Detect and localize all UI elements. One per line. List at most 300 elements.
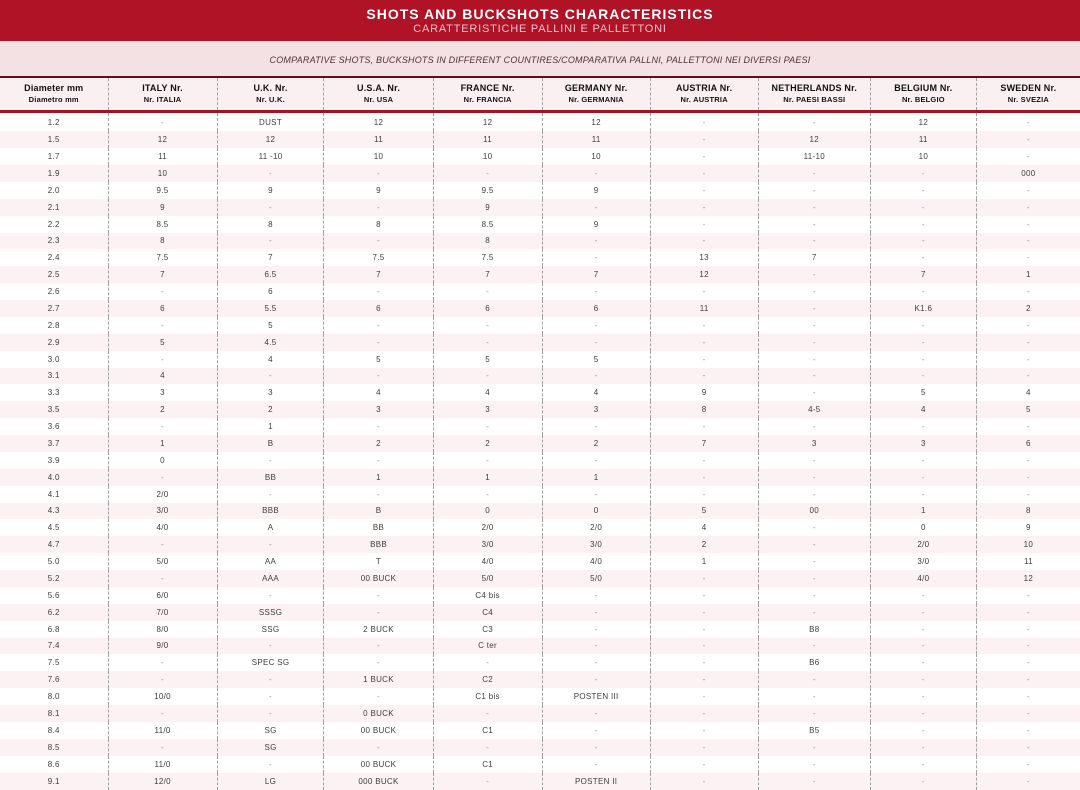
shot-number-cell: 0 BUCK [324, 705, 433, 722]
shot-number-cell: - [433, 418, 542, 435]
shot-number-cell: 4 [976, 384, 1080, 401]
column-header-line1: SWEDEN Nr. [1000, 83, 1057, 93]
shot-number-cell: 12 [650, 266, 758, 283]
shot-number-cell: 8/0 [108, 621, 217, 638]
diameter-cell: 3.7 [47, 438, 60, 448]
shot-number-cell: - [650, 317, 758, 334]
shot-number-cell: C4 [433, 604, 542, 621]
shot-number-cell: 5 [433, 351, 542, 368]
column-header [217, 77, 324, 112]
diameter-cell: 3.0 [47, 354, 60, 364]
shot-number-cell: 11 -10 [217, 148, 324, 165]
column-header [433, 77, 542, 112]
diameter-cell: 4.3 [47, 506, 60, 516]
shot-number-cell: - [976, 233, 1080, 250]
column-header-line1: AUSTRIA Nr. [675, 83, 733, 93]
column-header-line2: Nr. ITALIA [143, 94, 182, 104]
shot-number-cell: 1 BUCK [324, 671, 433, 688]
column-header-line2: Nr. USA [363, 94, 394, 104]
table-row [0, 503, 1080, 520]
shot-number-cell: - [542, 621, 650, 638]
shot-number-cell: - [976, 587, 1080, 604]
shot-number-cell: - [433, 165, 542, 182]
shot-number-cell: - [217, 452, 324, 469]
shot-number-cell: - [758, 283, 870, 300]
diameter-cell: 8.6 [47, 759, 60, 769]
column-header-line2: Nr. AUSTRIA [680, 94, 728, 104]
shot-number-cell: - [542, 722, 650, 739]
shot-number-cell: - [976, 199, 1080, 216]
shot-number-cell: 4 [870, 401, 976, 418]
comparative-note-band [0, 41, 1080, 76]
shot-number-cell: - [542, 756, 650, 773]
table-row [0, 233, 1080, 250]
shot-number-cell: 10 [542, 148, 650, 165]
shot-number-cell: - [217, 486, 324, 503]
shot-number-cell: - [758, 334, 870, 351]
shot-number-cell: 000 [976, 165, 1080, 182]
diameter-cell: 2.1 [47, 202, 60, 212]
table-row [0, 249, 1080, 266]
shot-number-cell: - [650, 587, 758, 604]
shot-number-cell: - [433, 705, 542, 722]
shot-table-container [0, 76, 1080, 790]
shot-number-cell: - [976, 722, 1080, 739]
shot-number-cell: - [108, 351, 217, 368]
shot-number-cell: 12/0 [108, 773, 217, 790]
shot-number-cell: BB [324, 519, 433, 536]
shot-number-cell: - [542, 739, 650, 756]
shot-number-cell: - [650, 283, 758, 300]
page-subtitle: CARATTERISTICHE PALLINI E PALLETTONI [413, 23, 667, 35]
shot-number-cell: - [650, 182, 758, 199]
shot-number-cell: - [324, 199, 433, 216]
shot-number-cell: - [976, 334, 1080, 351]
table-row [0, 773, 1080, 790]
shot-number-cell: - [758, 233, 870, 250]
diameter-cell: 8.5 [47, 742, 60, 752]
table-row [0, 536, 1080, 553]
column-header-line1: U.S.A. Nr. [357, 83, 401, 93]
shot-number-cell: - [976, 112, 1080, 132]
shot-number-cell: - [870, 604, 976, 621]
shot-number-cell: - [976, 654, 1080, 671]
shot-number-cell: - [758, 182, 870, 199]
shot-number-cell: - [542, 486, 650, 503]
shot-number-cell: - [976, 283, 1080, 300]
shot-number-cell: 4 [324, 384, 433, 401]
diameter-cell: 3.6 [47, 422, 60, 432]
shot-number-cell: - [650, 165, 758, 182]
shot-number-cell: 5/0 [542, 570, 650, 587]
shot-number-cell: 1 [108, 435, 217, 452]
shot-number-cell: - [650, 486, 758, 503]
shot-number-cell: - [542, 705, 650, 722]
shot-number-cell: 9 [976, 519, 1080, 536]
shot-number-cell: - [976, 621, 1080, 638]
column-header [870, 77, 976, 112]
table-row [0, 401, 1080, 418]
diameter-cell: 7.6 [47, 675, 60, 685]
shot-number-cell: - [433, 334, 542, 351]
shot-number-cell: 11 [870, 131, 976, 148]
shot-number-cell: 12 [433, 112, 542, 132]
shot-number-cell: 8 [650, 401, 758, 418]
shot-number-cell: - [758, 519, 870, 536]
shot-number-cell: - [650, 638, 758, 655]
shot-number-cell: 3 [870, 435, 976, 452]
column-header-line2: Nr. FRANCIA [463, 94, 512, 104]
shot-number-cell: C4 bis [433, 587, 542, 604]
shot-number-cell: 4/0 [108, 519, 217, 536]
shot-number-cell: - [758, 469, 870, 486]
diameter-cell: 3.1 [47, 371, 60, 381]
column-header-line2: Nr. U.K. [256, 94, 285, 104]
shot-number-cell: 12 [108, 131, 217, 148]
shot-number-cell: - [758, 452, 870, 469]
shot-number-cell: 9.5 [433, 182, 542, 199]
shot-number-cell: - [758, 536, 870, 553]
shot-number-cell: - [650, 131, 758, 148]
shot-number-cell: - [324, 452, 433, 469]
shot-number-cell: 5 [324, 351, 433, 368]
shot-number-cell: SSSG [217, 604, 324, 621]
table-row [0, 283, 1080, 300]
diameter-cell: 2.4 [47, 253, 60, 263]
shot-number-cell: - [324, 486, 433, 503]
shot-number-cell: - [870, 671, 976, 688]
shot-number-cell: 8 [217, 216, 324, 233]
table-row [0, 654, 1080, 671]
shot-number-cell: 9 [433, 199, 542, 216]
shot-number-cell: - [976, 773, 1080, 790]
shot-number-cell: - [870, 739, 976, 756]
table-row [0, 199, 1080, 216]
table-row [0, 165, 1080, 182]
shot-number-cell: 6 [542, 300, 650, 317]
shot-number-cell: 2 [650, 536, 758, 553]
shot-number-cell: 2 [433, 435, 542, 452]
shot-number-cell: - [758, 638, 870, 655]
diameter-cell: 5.2 [47, 573, 60, 583]
shot-number-cell: - [870, 688, 976, 705]
shot-number-cell: - [650, 722, 758, 739]
shot-number-cell: 2 [108, 401, 217, 418]
diameter-cell: 8.4 [47, 725, 60, 735]
shot-number-cell: 9 [542, 216, 650, 233]
shot-number-cell: - [324, 233, 433, 250]
shot-number-cell: - [870, 317, 976, 334]
shot-number-cell: - [976, 368, 1080, 385]
shot-number-cell: - [650, 334, 758, 351]
shot-number-cell: 1 [433, 469, 542, 486]
shot-number-cell: - [758, 317, 870, 334]
shot-number-cell: 6 [433, 300, 542, 317]
shot-comparison-table [0, 76, 1080, 790]
shot-number-cell: - [108, 654, 217, 671]
shot-number-cell: - [650, 216, 758, 233]
shot-number-cell: - [650, 604, 758, 621]
shot-number-cell: 11 [542, 131, 650, 148]
table-row [0, 300, 1080, 317]
shot-number-cell: C1 [433, 722, 542, 739]
shot-number-cell: - [758, 199, 870, 216]
shot-number-cell: C1 bis [433, 688, 542, 705]
shot-number-cell: 5 [542, 351, 650, 368]
shot-number-cell: 6 [217, 283, 324, 300]
shot-number-cell: DUST [217, 112, 324, 132]
shot-number-cell: - [650, 452, 758, 469]
shot-number-cell: 7 [542, 266, 650, 283]
shot-number-cell: 8.5 [433, 216, 542, 233]
shot-number-cell: 6 [976, 435, 1080, 452]
diameter-cell: 5.6 [47, 590, 60, 600]
shot-number-cell: 3 [217, 384, 324, 401]
shot-number-cell: 4 [217, 351, 324, 368]
shot-number-cell: - [433, 773, 542, 790]
shot-number-cell: 1 [324, 469, 433, 486]
shot-number-cell: - [650, 705, 758, 722]
shot-number-cell: - [870, 486, 976, 503]
shot-number-cell: - [542, 604, 650, 621]
diameter-cell: 7.5 [47, 658, 60, 668]
column-header [108, 77, 217, 112]
shot-number-cell: - [217, 638, 324, 655]
shot-number-cell: - [870, 469, 976, 486]
shot-number-cell: - [758, 112, 870, 132]
shot-number-cell: 5 [108, 334, 217, 351]
shot-number-cell: - [758, 418, 870, 435]
shot-number-cell: 11 [108, 148, 217, 165]
shot-number-cell: - [542, 638, 650, 655]
column-header [0, 77, 108, 112]
column-header-line1: FRANCE Nr. [460, 83, 515, 93]
shot-number-cell: - [976, 486, 1080, 503]
shot-number-cell: - [976, 418, 1080, 435]
shot-number-cell: - [758, 688, 870, 705]
shot-number-cell: - [870, 216, 976, 233]
shot-number-cell: LG [217, 773, 324, 790]
shot-number-cell: - [108, 536, 217, 553]
shot-number-cell: - [433, 283, 542, 300]
shot-number-cell: - [324, 418, 433, 435]
column-header-line2: Nr. PAESI BASSI [783, 94, 846, 104]
shot-number-cell: - [542, 587, 650, 604]
shot-number-cell: - [650, 773, 758, 790]
shot-number-cell: 8 [324, 216, 433, 233]
shot-number-cell: - [324, 587, 433, 604]
shot-number-cell: - [542, 418, 650, 435]
shot-number-cell: - [976, 604, 1080, 621]
shot-number-cell: 3 [758, 435, 870, 452]
header-row [0, 77, 1080, 112]
shot-number-cell: 2 [976, 300, 1080, 317]
table-row [0, 671, 1080, 688]
shot-number-cell: 5/0 [108, 553, 217, 570]
shot-number-cell: - [870, 773, 976, 790]
shot-number-cell: 0 [108, 452, 217, 469]
table-row [0, 131, 1080, 148]
shot-number-cell: 9 [108, 199, 217, 216]
shot-number-cell: 9 [324, 182, 433, 199]
shot-number-cell: - [217, 688, 324, 705]
shot-number-cell: - [650, 756, 758, 773]
shot-number-cell: - [870, 654, 976, 671]
shot-number-cell: 4 [542, 384, 650, 401]
shot-number-cell: 9 [650, 384, 758, 401]
table-row [0, 621, 1080, 638]
shot-number-cell: - [650, 570, 758, 587]
shot-number-cell: - [324, 165, 433, 182]
shot-number-cell: - [976, 351, 1080, 368]
shot-number-cell: - [433, 452, 542, 469]
column-header [542, 77, 650, 112]
shot-number-cell: - [976, 216, 1080, 233]
table-row [0, 469, 1080, 486]
shot-number-cell: 12 [870, 112, 976, 132]
shot-number-cell: 12 [758, 131, 870, 148]
shot-number-cell: 5 [870, 384, 976, 401]
shot-number-cell: - [324, 654, 433, 671]
shot-number-cell: - [976, 638, 1080, 655]
shot-number-cell: 00 BUCK [324, 722, 433, 739]
shot-number-cell: 2 BUCK [324, 621, 433, 638]
shot-number-cell: C ter [433, 638, 542, 655]
shot-number-cell: B [217, 435, 324, 452]
shot-number-cell: - [217, 587, 324, 604]
table-row [0, 570, 1080, 587]
shot-number-cell: - [217, 705, 324, 722]
shot-number-cell: SSG [217, 621, 324, 638]
shot-number-cell: 8 [108, 233, 217, 250]
shot-number-cell: - [542, 334, 650, 351]
shot-number-cell: 4/0 [433, 553, 542, 570]
table-row [0, 722, 1080, 739]
column-header [758, 77, 870, 112]
shot-number-cell: 7 [324, 266, 433, 283]
shot-number-cell: - [324, 688, 433, 705]
diameter-cell: 1.9 [47, 168, 60, 178]
table-row [0, 705, 1080, 722]
table-row [0, 688, 1080, 705]
shot-number-cell: - [758, 266, 870, 283]
shot-number-cell: 9.5 [108, 182, 217, 199]
shot-number-cell: - [542, 199, 650, 216]
table-row [0, 148, 1080, 165]
shot-number-cell: - [542, 452, 650, 469]
shot-number-cell: K1.6 [870, 300, 976, 317]
table-row [0, 435, 1080, 452]
shot-number-cell: - [870, 283, 976, 300]
table-row [0, 587, 1080, 604]
page-title: SHOTS AND BUCKSHOTS CHARACTERISTICS [366, 6, 714, 22]
shot-number-cell: - [976, 249, 1080, 266]
diameter-cell: 7.4 [47, 641, 60, 651]
diameter-cell: 1.5 [47, 135, 60, 145]
diameter-cell: 6.2 [47, 607, 60, 617]
shot-number-cell: BBB [217, 503, 324, 520]
shot-number-cell: - [650, 418, 758, 435]
diameter-cell: 2.3 [47, 236, 60, 246]
shot-number-cell: - [976, 148, 1080, 165]
shot-number-cell: - [217, 233, 324, 250]
shot-number-cell: 3/0 [542, 536, 650, 553]
table-row [0, 638, 1080, 655]
shot-number-cell: 000 BUCK [324, 773, 433, 790]
shot-number-cell: 2/0 [542, 519, 650, 536]
shot-number-cell: - [758, 384, 870, 401]
shot-number-cell: SG [217, 722, 324, 739]
shot-number-cell: - [976, 469, 1080, 486]
shot-number-cell: - [217, 671, 324, 688]
table-row [0, 317, 1080, 334]
shot-number-cell: - [870, 756, 976, 773]
shot-number-cell: 11 [650, 300, 758, 317]
shot-number-cell: - [217, 536, 324, 553]
diameter-cell: 3.3 [47, 388, 60, 398]
shot-number-cell: 3/0 [433, 536, 542, 553]
shot-number-cell: 6.5 [217, 266, 324, 283]
shot-number-cell: - [217, 165, 324, 182]
shot-number-cell: - [758, 705, 870, 722]
shot-number-cell: 3 [542, 401, 650, 418]
shot-number-cell: - [108, 317, 217, 334]
shot-number-cell: BB [217, 469, 324, 486]
shot-number-cell: - [870, 199, 976, 216]
table-row [0, 452, 1080, 469]
shot-number-cell: - [542, 233, 650, 250]
table-row [0, 553, 1080, 570]
shot-number-cell: 2 [542, 435, 650, 452]
shot-number-cell: 7.5 [433, 249, 542, 266]
shot-number-cell: 11/0 [108, 722, 217, 739]
shot-number-cell: 4 [108, 368, 217, 385]
shot-number-cell: 4 [650, 519, 758, 536]
shot-number-cell: 5 [217, 317, 324, 334]
title-banner [0, 0, 1080, 41]
shot-number-cell: - [324, 283, 433, 300]
column-header-line1: BELGIUM Nr. [894, 83, 953, 93]
shot-number-cell: 12 [217, 131, 324, 148]
shot-number-cell: - [324, 334, 433, 351]
shot-number-cell: POSTEN III [542, 688, 650, 705]
diameter-cell: 8.1 [47, 708, 60, 718]
shot-number-cell: - [870, 233, 976, 250]
shot-number-cell: - [650, 199, 758, 216]
shot-number-cell: - [542, 671, 650, 688]
shot-number-cell: - [758, 553, 870, 570]
diameter-cell: 2.5 [47, 270, 60, 280]
diameter-cell: 2.6 [47, 287, 60, 297]
shot-number-cell: AAA [217, 570, 324, 587]
shot-number-cell: - [758, 773, 870, 790]
shot-number-cell: 10 [108, 165, 217, 182]
shot-number-cell: - [542, 654, 650, 671]
shot-number-cell: 5 [650, 503, 758, 520]
column-header-line2: Nr. BELGIO [901, 94, 945, 104]
table-row [0, 266, 1080, 283]
shot-number-cell: 7 [650, 435, 758, 452]
shot-number-cell: - [324, 317, 433, 334]
shot-number-cell: - [976, 182, 1080, 199]
shot-number-cell: 1 [542, 469, 650, 486]
shot-number-cell: 6 [108, 300, 217, 317]
diameter-cell: 4.5 [47, 523, 60, 533]
shot-number-cell: - [650, 621, 758, 638]
shot-number-cell: - [758, 216, 870, 233]
shot-number-cell: 0 [542, 503, 650, 520]
shot-number-cell: - [870, 368, 976, 385]
